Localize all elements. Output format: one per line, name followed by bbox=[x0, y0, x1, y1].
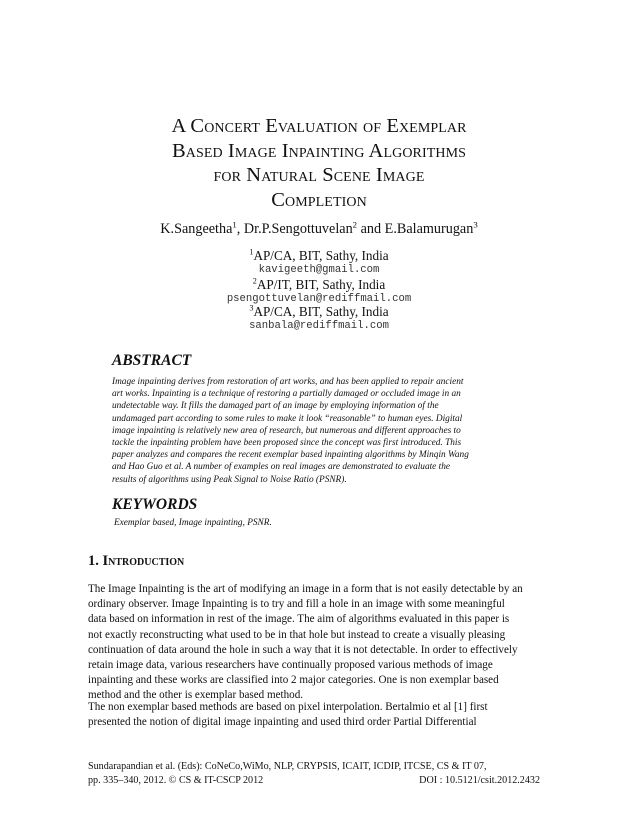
affiliation-text: AP/IT, BIT, Sathy, India bbox=[256, 277, 386, 292]
author-sup: 1 bbox=[232, 219, 237, 230]
abstract-line: image inpainting is relatively new area of research, but numerous and different approaches to bbox=[112, 425, 461, 436]
affiliation-email[interactable]: kavigeeth@gmail.com bbox=[258, 264, 380, 276]
abstract-line: results of algorithms using Peak Signal to Noise Ratio (PSNR). bbox=[112, 474, 347, 485]
author-sup: 2 bbox=[352, 219, 358, 230]
title-line: for Natural Scene Image bbox=[213, 164, 425, 186]
affiliation-sup: 3 bbox=[249, 303, 254, 313]
paper-title bbox=[100, 114, 538, 212]
affiliation-text: AP/CA, BIT, Sathy, India bbox=[253, 304, 389, 319]
footer-pages: pp. 335–340, 2012. © CS & IT-CSCP 2012 bbox=[88, 775, 264, 786]
abstract-line: undetectable way. It fills the damaged part of an image by employing information of the bbox=[112, 401, 439, 412]
page-footer bbox=[88, 760, 540, 788]
affiliation-email[interactable]: sanbala@rediffmail.com bbox=[249, 320, 389, 332]
title-line: Completion bbox=[271, 188, 367, 211]
author-list bbox=[0, 220, 638, 238]
affiliation-2 bbox=[0, 277, 638, 306]
section-heading-introduction bbox=[88, 553, 184, 570]
footer-citation: Sundarapandian et al. (Eds): CoNeCo,WiMo, NLP, CRYPSIS, ICAIT, ICDIP, ITCSE, CS & IT 07, bbox=[88, 761, 487, 772]
affiliation-3 bbox=[0, 304, 638, 333]
intro-paragraph-2 bbox=[88, 700, 540, 730]
abstract-line: tackle the inpainting problem have been proposed since the concept was first introduced. This bbox=[112, 438, 462, 449]
affiliation-sup: 2 bbox=[252, 276, 257, 286]
section-heading-number: 1. I bbox=[88, 553, 109, 569]
affiliation-email[interactable]: psengottuvelan@rediffmail.com bbox=[226, 293, 412, 305]
body-line: The non exemplar based methods are based on pixel interpolation. Bertalmio et al [1] first bbox=[88, 701, 488, 713]
abstract-line: art works. Inpainting is a technique of restoring a partially damaged or occluded image in an bbox=[112, 389, 461, 400]
abstract-line: undamaged part according to some rules to make it look “reasonable” to human eyes. Digital bbox=[112, 413, 463, 424]
author-name: , Dr.P.Sengottuvelan bbox=[236, 221, 353, 237]
body-line: The Image Inpainting is the art of modifying an image in a form that is not easily detectable by an bbox=[88, 583, 523, 595]
affiliation-1 bbox=[0, 248, 638, 277]
section-heading-text: ntroduction bbox=[108, 553, 185, 569]
intro-paragraph-1 bbox=[88, 582, 540, 704]
body-line: continuation of data around the hole in such a way that it is not detectable. In order to effectively bbox=[88, 643, 518, 656]
body-line: method and the other is exemplar based method. bbox=[88, 689, 304, 702]
footer-doi[interactable]: DOI : 10.5121/csit.2012.2432 bbox=[419, 775, 540, 786]
body-line: ordinary observer. Image Inpainting is to try and fill a hole in an image with some meaningful bbox=[88, 598, 505, 611]
body-line: not exactly reconstructing what used to be in that hole but instead to create a visually pleasing bbox=[88, 628, 506, 641]
abstract-line: paper analyzes and compares the recent exemplar based inpainting algorithms by Minqin Wang bbox=[112, 450, 469, 461]
body-line: retain image data, various researchers have continually proposed various methods of image bbox=[88, 659, 493, 672]
keywords-heading: KEYWORDS bbox=[112, 496, 198, 513]
title-line: A Concert Evaluation of Exemplar bbox=[171, 115, 467, 137]
affiliation-text: AP/CA, BIT, Sathy, India bbox=[253, 248, 389, 263]
abstract-heading: ABSTRACT bbox=[112, 352, 192, 369]
author-sup: 3 bbox=[473, 219, 478, 230]
keywords-text: Exemplar based, Image inpainting, PSNR. bbox=[114, 518, 272, 528]
body-line: data based on information in rest of the image. The aim of algorithms evaluated in this paper is bbox=[88, 613, 510, 626]
author-name: and E.Balamurugan bbox=[357, 221, 474, 237]
abstract-line: and Hao Guo et al. A number of examples on real images are demonstrated to evaluate the bbox=[112, 462, 450, 473]
body-line: presented the notion of digital image inpainting and used third order Partial Differential bbox=[88, 716, 477, 729]
abstract-line: Image inpainting derives from restoration of art works, and has been applied to repair ancient bbox=[112, 377, 464, 387]
author-name: K.Sangeetha bbox=[160, 221, 233, 237]
title-line: Based Image Inpainting Algorithms bbox=[171, 139, 467, 162]
abstract-text bbox=[112, 376, 518, 486]
body-line: inpainting and these works are classified into 2 major categories. One is non exemplar based bbox=[88, 674, 499, 687]
affiliation-sup: 1 bbox=[249, 247, 254, 257]
